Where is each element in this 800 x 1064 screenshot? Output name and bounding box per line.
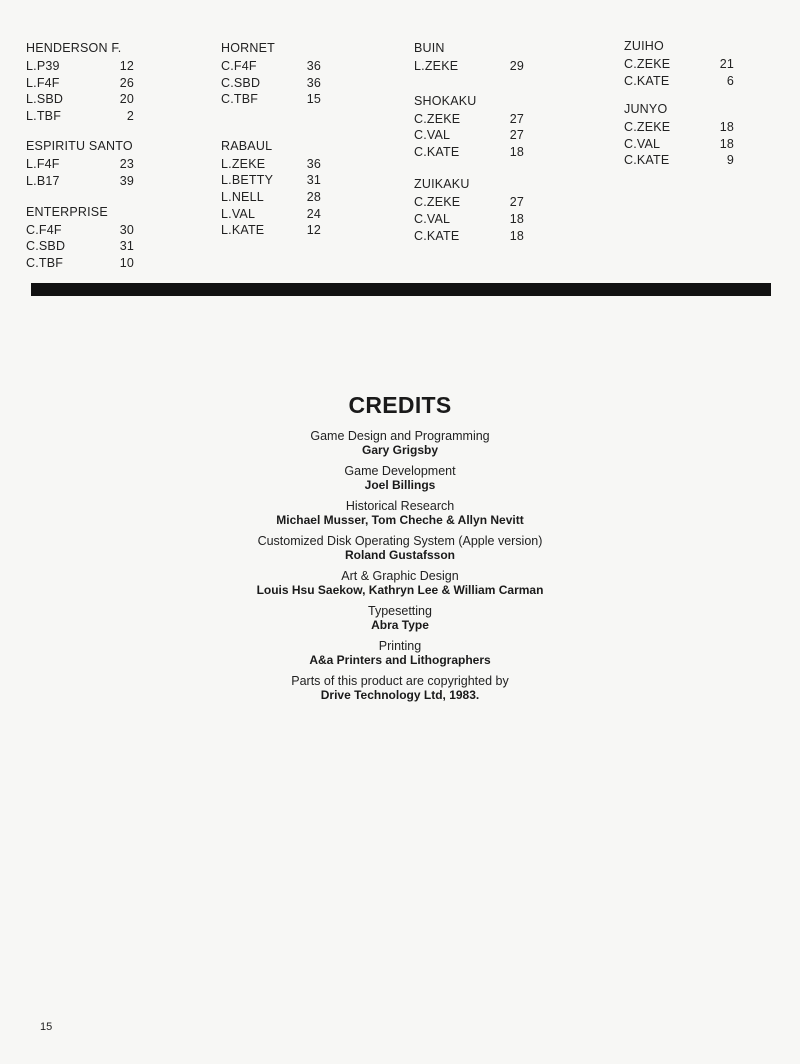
credit-item <box>0 429 800 457</box>
credit-item <box>0 499 800 527</box>
credit-item <box>0 639 800 667</box>
aircraft-count: 27 <box>509 128 524 143</box>
aircraft-label: C.ZEKE <box>624 120 671 135</box>
aircraft-label: C.SBD <box>221 75 261 90</box>
aircraft-label: L.F4F <box>26 157 60 172</box>
group-zuiho <box>624 36 734 89</box>
credits-title: CREDITS <box>348 392 452 418</box>
aircraft-count: 18 <box>509 211 524 226</box>
aircraft-count: 36 <box>306 59 321 73</box>
table-row <box>414 127 524 144</box>
group-title: JUNYO <box>624 102 668 117</box>
group-buin <box>414 38 524 75</box>
aircraft-label: C.ZEKE <box>414 195 461 210</box>
aircraft-count: 31 <box>119 239 134 254</box>
group-title: HENDERSON F. <box>26 41 122 55</box>
credit-name: Gary Grigsby <box>361 443 439 457</box>
airbase-column-1 <box>26 38 134 283</box>
page-number: 15 <box>40 1021 53 1033</box>
aircraft-label: C.KATE <box>624 153 670 168</box>
aircraft-count: 39 <box>119 173 134 188</box>
table-row <box>221 172 321 189</box>
airbase-column-4 <box>624 36 734 181</box>
table-row <box>26 91 134 108</box>
aircraft-count: 36 <box>306 75 321 90</box>
credit-item <box>0 534 800 562</box>
group-rabaul <box>221 136 321 239</box>
group-title: ESPIRITU SANTO <box>26 139 133 154</box>
table-row <box>414 211 524 228</box>
table-row <box>414 111 524 128</box>
group-title: ZUIHO <box>624 39 664 53</box>
aircraft-count: 23 <box>119 157 134 172</box>
table-row <box>26 58 134 75</box>
aircraft-label: L.BETTY <box>221 173 274 188</box>
group-henderson-field <box>26 38 134 124</box>
aircraft-count: 27 <box>509 195 524 210</box>
credit-item <box>0 674 800 702</box>
credits-section <box>0 392 800 709</box>
table-row <box>414 58 524 75</box>
credit-item <box>0 569 800 597</box>
section-divider-bar <box>31 283 771 296</box>
group-title: SHOKAKU <box>414 93 477 108</box>
credit-item <box>0 464 800 492</box>
table-row <box>221 156 321 173</box>
table-row <box>221 206 321 223</box>
table-row <box>26 75 134 92</box>
aircraft-label: L.VAL <box>221 206 256 221</box>
credit-role: Parts of this product are copyrighted by <box>291 674 509 688</box>
aircraft-label: C.SBD <box>26 239 66 254</box>
aircraft-count: 30 <box>119 222 134 237</box>
table-row <box>26 222 134 239</box>
credit-name: Abra Type <box>371 618 429 632</box>
aircraft-label: C.KATE <box>414 228 460 243</box>
group-title: RABAUL <box>221 138 273 153</box>
aircraft-count: 12 <box>306 223 321 238</box>
aircraft-label: C.VAL <box>414 128 451 143</box>
aircraft-label: C.VAL <box>624 136 661 151</box>
aircraft-count: 26 <box>119 75 134 90</box>
credit-name: Michael Musser, Tom Cheche & Allyn Nevitt <box>276 513 524 527</box>
table-row <box>221 58 321 75</box>
credit-role: Printing <box>378 639 422 653</box>
aircraft-count: 15 <box>306 92 321 107</box>
aircraft-label: C.ZEKE <box>414 111 461 126</box>
aircraft-label: L.KATE <box>221 223 265 238</box>
aircraft-label: C.TBF <box>26 255 64 270</box>
aircraft-label: L.F4F <box>26 75 60 90</box>
group-title: BUIN <box>414 41 445 55</box>
credit-role: Game Design and Programming <box>310 429 490 443</box>
aircraft-label: L.TBF <box>26 108 62 123</box>
credit-name: A&a Printers and Lithographers <box>309 653 491 667</box>
aircraft-count: 29 <box>509 59 524 73</box>
airbase-column-3 <box>414 38 524 256</box>
group-espiritu-santo <box>26 136 134 189</box>
aircraft-label: C.VAL <box>414 211 451 226</box>
credit-role: Customized Disk Operating System (Apple version) <box>257 534 543 548</box>
credit-item <box>0 604 800 632</box>
aircraft-label: L.ZEKE <box>221 156 266 171</box>
aircraft-label: C.KATE <box>414 144 460 159</box>
aircraft-count: 18 <box>509 228 524 243</box>
aircraft-label: C.F4F <box>26 222 62 237</box>
table-row <box>221 222 321 239</box>
table-row <box>624 73 734 90</box>
table-row <box>26 255 134 272</box>
aircraft-count: 12 <box>119 59 134 73</box>
group-zuikaku <box>414 174 524 244</box>
credit-role: Art & Graphic Design <box>341 569 459 583</box>
aircraft-count: 21 <box>719 57 734 71</box>
credit-role: Typesetting <box>368 604 432 618</box>
aircraft-label: L.B17 <box>26 173 60 188</box>
group-title: ENTERPRISE <box>26 204 108 219</box>
aircraft-label: C.ZEKE <box>624 57 671 71</box>
group-title: ZUIKAKU <box>414 177 470 192</box>
aircraft-count: 36 <box>306 156 321 171</box>
credit-name: Joel Billings <box>364 478 436 492</box>
group-title: HORNET <box>221 41 275 55</box>
table-row <box>624 119 734 136</box>
aircraft-count: 2 <box>126 108 134 123</box>
aircraft-label: C.KATE <box>624 73 670 88</box>
aircraft-count: 18 <box>719 120 734 135</box>
aircraft-count: 28 <box>306 189 321 204</box>
aircraft-count: 6 <box>726 73 734 88</box>
aircraft-count: 9 <box>726 153 734 168</box>
aircraft-label: C.TBF <box>221 92 259 107</box>
table-row <box>26 108 134 125</box>
table-row <box>221 75 321 92</box>
table-row <box>221 91 321 108</box>
table-row <box>624 136 734 153</box>
aircraft-label: L.SBD <box>26 92 64 107</box>
aircraft-count: 31 <box>306 173 321 188</box>
aircraft-count: 27 <box>509 111 524 126</box>
aircraft-label: C.F4F <box>221 59 257 73</box>
aircraft-count: 10 <box>119 255 134 270</box>
table-row <box>624 152 734 169</box>
aircraft-label: L.NELL <box>221 189 264 204</box>
credit-role: Historical Research <box>345 499 455 513</box>
credit-name: Drive Technology Ltd, 1983. <box>320 688 480 702</box>
table-row <box>26 156 134 173</box>
aircraft-label: L.ZEKE <box>414 59 459 73</box>
table-row <box>26 173 134 190</box>
group-enterprise <box>26 202 134 272</box>
table-row <box>414 194 524 211</box>
group-shokaku <box>414 91 524 161</box>
aircraft-count: 20 <box>119 92 134 107</box>
aircraft-count: 24 <box>306 206 321 221</box>
credit-name: Roland Gustafsson <box>344 548 455 562</box>
table-row <box>221 189 321 206</box>
aircraft-label: L.P39 <box>26 59 60 73</box>
table-row <box>624 56 734 73</box>
table-row <box>414 228 524 245</box>
table-row <box>26 238 134 255</box>
group-hornet <box>221 38 321 108</box>
table-row <box>414 144 524 161</box>
airbase-column-2 <box>221 38 321 251</box>
credit-name: Louis Hsu Saekow, Kathryn Lee & William Carman <box>256 583 544 597</box>
aircraft-count: 18 <box>719 136 734 151</box>
aircraft-count: 18 <box>509 144 524 159</box>
credit-role: Game Development <box>344 464 456 478</box>
group-junyo <box>624 99 734 169</box>
